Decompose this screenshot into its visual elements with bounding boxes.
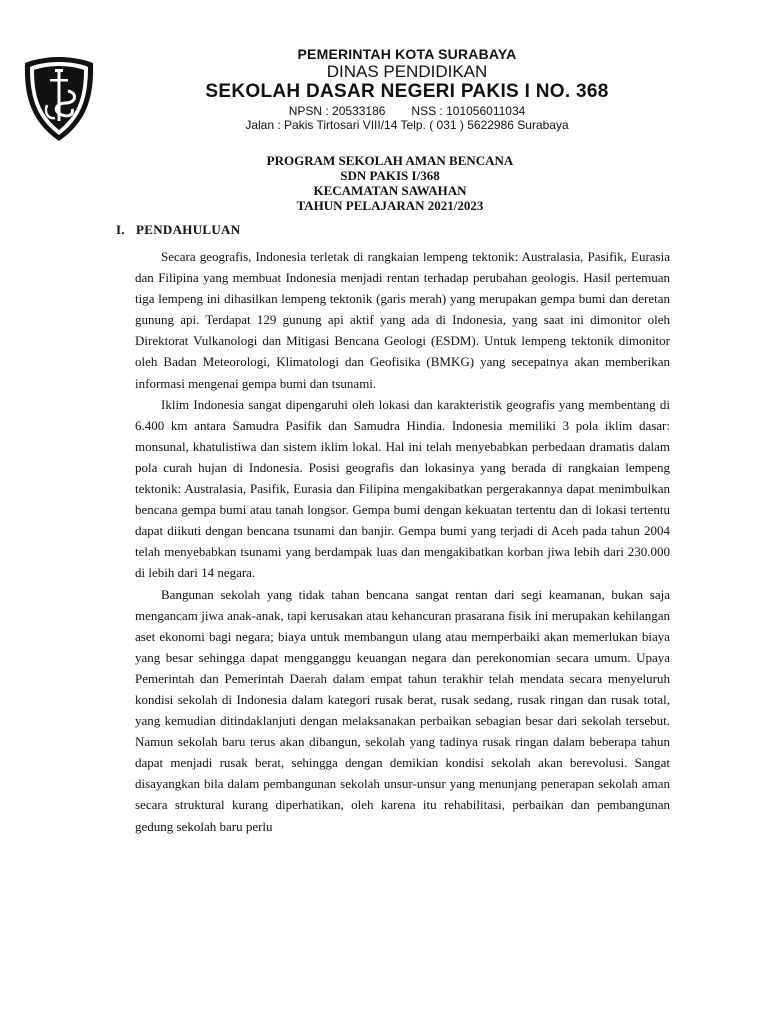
title-line-program: PROGRAM SEKOLAH AMAN BENCANA [266, 153, 514, 168]
letterhead [110, 46, 704, 132]
government-name: PEMERINTAH KOTA SURABAYA [297, 46, 517, 62]
section-number: I. [116, 222, 125, 237]
school-name: SEKOLAH DASAR NEGERI PAKIS I NO. 368 [205, 81, 609, 102]
body-text [135, 246, 670, 837]
paragraph: Secara geografis, Indonesia terletak di rangkaian lempeng tektonik: Australasia, Pasifik, Eurasia dan Filipina yang membuat Indonesia menjadi rentan terhadap perubahan geologis. Hasil pertemuan tiga lempeng ini dihasilkan lempeng tektonik (garis merah) yang merupakan gempa bumi dan deretan gunung api. Terdapat 129 gunung api aktif yang ada di Indonesia, yang saat ini dimonitor oleh Direktorat Vulkanologi dan Mitigasi Bencana Geologi (ESDM). Untuk lempeng tektonik dimonitor oleh Badan Meteorologi, Klimatologi dan Geofisika (BMKG) yang secepatnya akan memberikan informasi mengenai gempa bumi dan tsunami. [135, 249, 670, 391]
school-address: Jalan : Pakis Tirtosari VIII/14 Telp. ( 031 ) 5622986 Surabaya [245, 118, 569, 132]
document-title [100, 153, 680, 213]
surabaya-crest-logo [22, 55, 96, 143]
section-title: PENDAHULUAN [136, 222, 241, 237]
title-line-school: SDN PAKIS I/368 [340, 168, 440, 183]
school-ids [110, 104, 704, 118]
title-line-year: TAHUN PELAJARAN 2021/2023 [296, 198, 484, 213]
section-heading [116, 222, 240, 238]
department-name: DINAS PENDIDIKAN [326, 62, 488, 81]
title-line-district: KECAMATAN SAWAHAN [313, 183, 467, 198]
paragraph: Bangunan sekolah yang tidak tahan bencana sangat rentan dari segi keamanan, bukan saja mengancam jiwa anak-anak, tapi kerusakan atau kehancuran prasarana fisik ini merupakan kehilangan aset ekonomi bagi negara; biaya untuk membangun ulang atau memperbaiki akan memerlukan biaya yang besar sehingga dapat mengganggu keuangan negara dan perekonomian secara umum. Upaya Pemerintah dan Pemerintah Daerah dalam empat tahun terakhir telah mendata secara menyeluruh kondisi sekolah di Indonesia dalam kategori rusak berat, rusak sedang, rusak ringan dan rusak total, yang kemudian ditindaklanjuti dengan melaksanakan perbaikan sebagian besar dari sekolah tersebut. Namun sekolah baru terus akan dibangun, sekolah yang tadinya rusak ringan dalam beberapa tahun dapat menjadi rusak berat, sehingga dengan demikian kondisi sekolah akan berevolusi. Sangat disayangkan bila dalam pembangunan sekolah unsur-unsur yang menunjang penerapan sekolah aman secara struktural kurang diperhatikan, oleh karena itu rehabilitasi, perbaikan dan pembangunan gedung sekolah baru perlu [135, 586, 670, 834]
npsn-number: NPSN : 20533186 [288, 104, 386, 118]
nss-number: NSS : 101056011034 [411, 104, 526, 118]
paragraph: Iklim Indonesia sangat dipengaruhi oleh lokasi dan karakteristik geografis yang membentang di 6.400 km antara Samudra Pasifik dan Samudra Hindia. Indonesia memiliki 3 pola iklim dasar: monsunal, khatulistiwa dan sistem iklim lokal. Hal ini telah menyebabkan perbedaan dramatis dalam pola curah hujan di Indonesia. Posisi geografis dan lokasinya yang berada di rangkaian lempeng tektonik: Australasia, Pasifik, Eurasia dan Filipina mengakibatkan pergerakannya dapat menimbulkan bencana gempa bumi atau tanah longsor. Gempa bumi dengan kekuatan tertentu dan di lokasi tertentu dapat diikuti dengan bencana tsunami dan banjir. Gempa bumi yang terjadi di Aceh pada tahun 2004 telah menyebabkan tsunami yang berdampak luas dan mengakibatkan korban jiwa lebih dari 230.000 di lebih dari 14 negara. [135, 396, 670, 581]
